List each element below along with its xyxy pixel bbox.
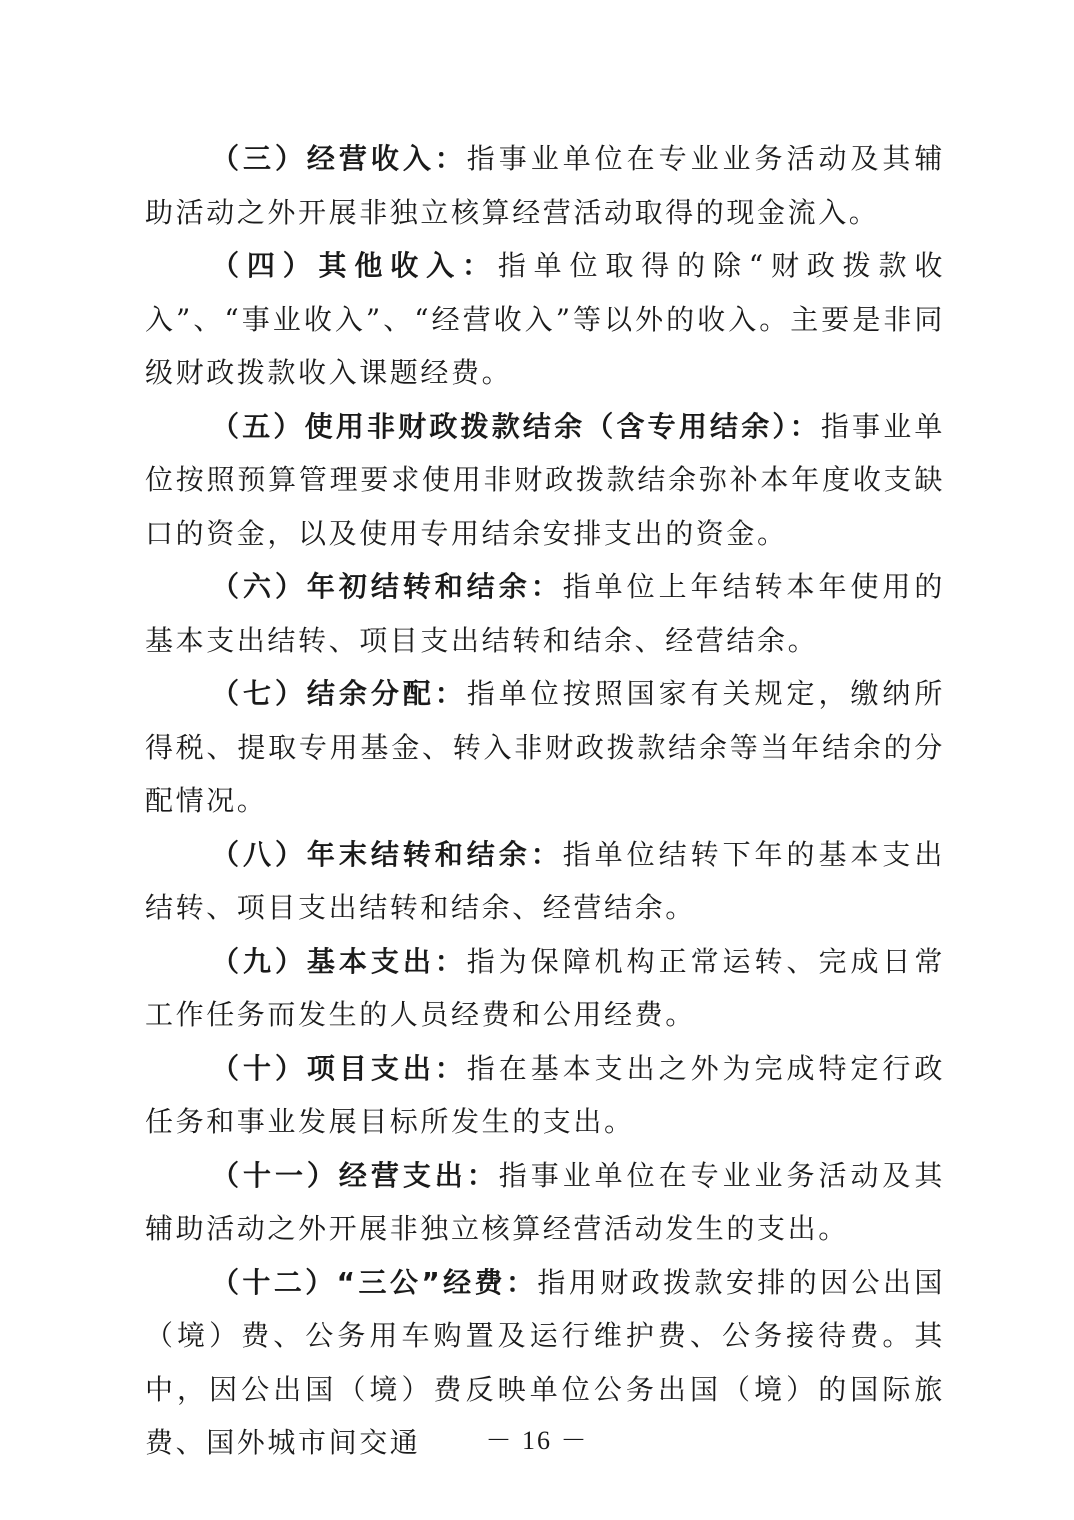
term-heading: （九）基本支出：	[211, 944, 467, 978]
paragraph-basic-expenditure	[145, 935, 945, 1042]
paragraph-surplus-distribution	[145, 667, 945, 828]
term-definition: 指单位结转下年的基本支出结转、项目支出结转和结余、经营结余。	[145, 837, 945, 924]
term-definition: 指单位取得的除“财政拨款收入”、“事业收入”、“经营收入”等以外的收入。主要是非同级财政拨款收入课题经费。	[145, 249, 945, 389]
term-definition: 指事业单位在专业业务活动及其辅助活动之外开展非独立核算经营活动发生的支出。	[145, 1158, 946, 1245]
term-heading: （七）结余分配：	[211, 677, 467, 710]
term-definition: 指单位按照国家有关规定，缴纳所得税、提取专用基金、转入非财政拨款结余等当年结余的分配情况。	[145, 677, 945, 817]
term-definition: 指为保障机构正常运转、完成日常工作任务而发生的人员经费和公用经费。	[145, 944, 945, 1031]
term-definition: 指用财政拨款安排的因公出国（境）费、公务用车购置及运行维护费、公务接待费。其中，因公出国（境）费反映单位公务出国（境）的国际旅费、国外城市间交通	[145, 1265, 945, 1459]
paragraph-project-expenditure	[145, 1042, 945, 1149]
page-number: － 16 －	[485, 1426, 589, 1455]
paragraph-other-income	[145, 239, 945, 400]
paragraph-operating-income	[145, 132, 945, 239]
term-definition: 指事业单位在专业业务活动及其辅助活动之外开展非独立核算经营活动取得的现金流入。	[145, 142, 945, 229]
term-definition: 指事业单位按照预算管理要求使用非财政拨款结余弥补本年度收支缺口的资金，以及使用专用结余安排支出的资金。	[145, 409, 945, 550]
term-heading: （五）使用非财政拨款结余（含专用结余）：	[211, 409, 821, 443]
term-definition: 指单位上年结转本年使用的基本支出结转、项目支出结转和结余、经营结余。	[145, 570, 945, 657]
term-heading: （十一）经营支出：	[211, 1158, 499, 1192]
term-heading: （十）项目支出：	[211, 1051, 467, 1085]
term-heading: （三）经营收入：	[211, 142, 467, 175]
paragraph-operating-expenditure	[145, 1149, 945, 1256]
paragraph-non-fiscal-surplus-use	[145, 400, 945, 561]
paragraph-opening-carryover	[145, 560, 945, 667]
term-heading: （四）其他收入：	[211, 249, 498, 282]
term-heading: （六）年初结转和结余：	[211, 570, 563, 603]
term-heading: （八）年末结转和结余：	[211, 837, 563, 871]
term-heading: （十二）“三公”经费：	[211, 1265, 538, 1299]
term-definition: 指在基本支出之外为完成特定行政任务和事业发展目标所发生的支出。	[145, 1051, 945, 1138]
document-body	[145, 132, 945, 1470]
paragraph-closing-carryover	[145, 828, 945, 935]
